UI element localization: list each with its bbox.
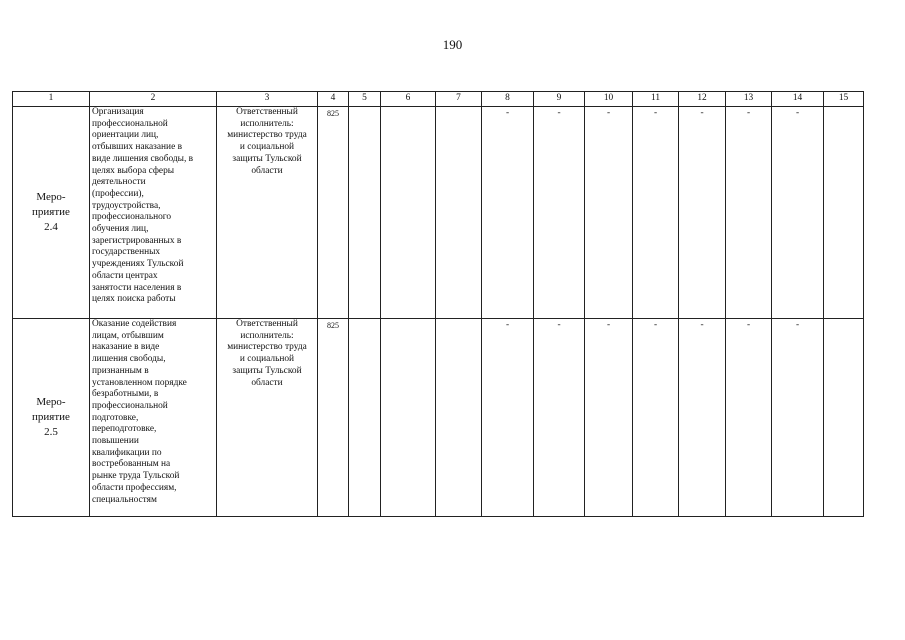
value-cell: - [726,319,772,517]
text-line: профессиональной [92,400,168,411]
text-line: области центрах [92,270,158,281]
value-cell: - [482,107,534,319]
text-line: профессионального [92,212,172,223]
text-line: Меро- [36,396,66,408]
header-cell: 12 [679,92,726,107]
text-line: министерство труда [227,130,307,141]
value-cell: - [534,319,585,517]
text-line: востребованным на [92,459,171,470]
text-line: целях выбора сферы [92,165,175,176]
value-cell: - [482,319,534,517]
header-cell: 4 [318,92,349,107]
text-line: учреждениях Тульской [92,259,184,270]
text-line: переподготовке, [92,424,157,435]
header-cell: 9 [534,92,585,107]
header-cell: 2 [90,92,217,107]
text-line: отбывших наказание в [92,142,183,153]
header-cell: 14 [772,92,824,107]
text-line: и социальной [239,354,295,365]
table-row [13,107,864,319]
header-cell: 1 [13,92,90,107]
header-cell: 7 [436,92,482,107]
value-cell: - [772,319,824,517]
activity-description [90,319,217,517]
text-line: области [251,165,283,176]
text-line: защиты Тульской [232,365,302,376]
text-line: Меро- [36,191,66,203]
text-line: обучения лиц, [92,224,149,235]
text-line: целях поиска работы [92,294,176,305]
activity-label [13,319,90,517]
value-cell [824,319,864,517]
text-line: (профессии), [92,188,144,199]
text-line: Организация [92,107,144,117]
value-cell: - [534,107,585,319]
text-line: наказание в виде [92,342,160,353]
page-number: 190 [442,37,463,52]
value-cell [381,107,436,319]
value-cell [381,319,436,517]
text-line: деятельности [92,177,146,188]
header-cell: 5 [349,92,381,107]
header-cell: 6 [381,92,436,107]
text-line: приятие [32,206,70,218]
text-line: лишения свободы, [92,354,166,365]
header-cell: 3 [217,92,318,107]
text-line: подготовке, [92,412,139,423]
text-line: безработными, в [92,389,159,400]
responsible-executor [217,107,318,319]
value-cell: - [585,319,633,517]
text-line: признанным в [92,365,149,376]
value-cell: - [633,319,679,517]
text-line: Ответственный [236,319,298,329]
text-line: государственных [92,247,161,258]
text-line: профессиональной [92,118,168,129]
header-cell: 11 [633,92,679,107]
text-line: установленном порядке [92,377,187,388]
value-cell [349,107,381,319]
value-cell: - [633,107,679,319]
text-line: занятости населения в [92,282,182,293]
text-line: Ответственный [236,107,298,117]
text-line: 2.5 [44,426,58,438]
text-line: квалификации по [92,447,162,458]
activity-label [13,107,90,319]
activity-description [90,107,217,319]
text-line: Оказание содействия [92,319,177,329]
value-cell: - [726,107,772,319]
text-line: области профессиям, [92,482,177,493]
value-cell [349,319,381,517]
text-line: ориентации лиц, [92,130,159,141]
text-line: специальностям [92,494,157,505]
header-cell: 10 [585,92,633,107]
budget-code: 825 [318,107,349,319]
text-line: 2.4 [44,221,58,233]
value-cell [436,319,482,517]
value-cell: - [679,107,726,319]
text-line: области [251,377,283,388]
value-cell [824,107,864,319]
budget-code: 825 [318,319,349,517]
text-line: лицам, отбывшим [92,330,164,341]
text-line: министерство труда [227,342,307,353]
text-line: и социальной [239,142,295,153]
text-line: исполнитель: [240,118,294,129]
program-table [12,91,864,517]
text-line: приятие [32,411,70,423]
header-row [13,92,864,107]
text-line: трудоустройства, [92,200,161,211]
text-line: зарегистрированных в [92,235,182,246]
text-line: рынке труда Тульской [92,471,180,482]
value-cell: - [772,107,824,319]
table-row [13,319,864,517]
text-line: исполнитель: [240,330,294,341]
value-cell [436,107,482,319]
header-cell: 8 [482,92,534,107]
responsible-executor [217,319,318,517]
header-cell: 13 [726,92,772,107]
value-cell: - [585,107,633,319]
text-line: виде лишения свободы, в [92,153,194,164]
text-line: повышении [92,436,139,447]
text-line: защиты Тульской [232,153,302,164]
value-cell: - [679,319,726,517]
header-cell: 15 [824,92,864,107]
